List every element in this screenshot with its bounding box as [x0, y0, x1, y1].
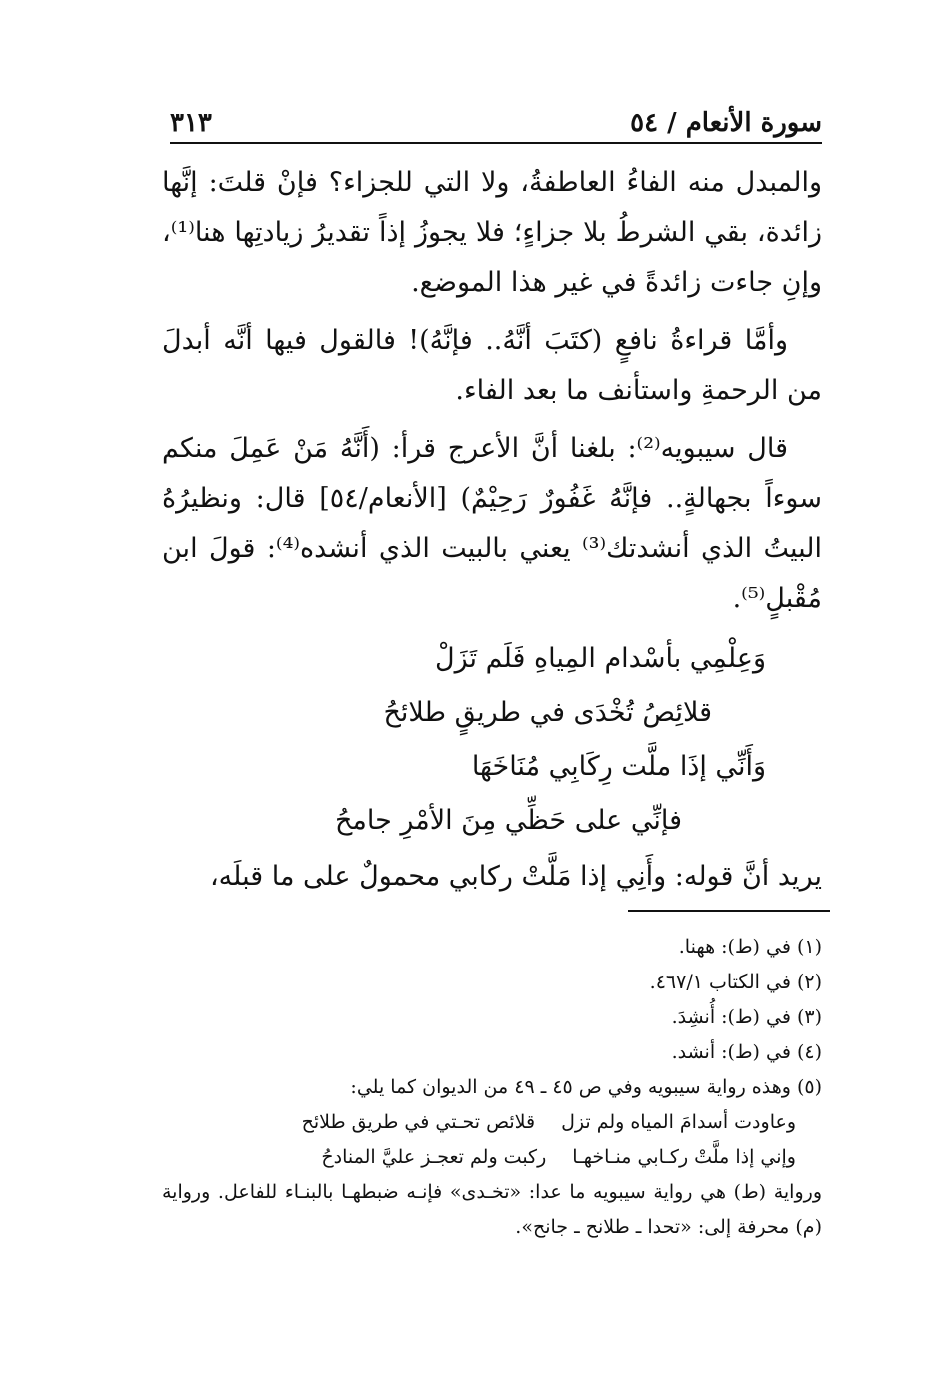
footnotes	[162, 930, 822, 1245]
poem-verse: وَعِلْمِي بأسْدام المِياهِ فَلَم تَزَلْ	[435, 643, 766, 674]
footnote-poem-line	[162, 1140, 796, 1175]
poem-verse: فإنِّي على حَظِّي مِنَ الأمْرِ جامحُ	[334, 805, 682, 836]
page-header	[170, 92, 822, 144]
footnote: (٣) في (ط): أُنشِدَ.	[671, 1006, 822, 1028]
surah-reference: سورة الأنعام / ٥٤	[630, 108, 822, 138]
footnote: (١) في (ط): ههنا.	[678, 936, 822, 958]
hemistich: قلائص تحـتي في طريق طلائح	[301, 1111, 536, 1133]
poem-verse: قلائِصُ تُخْدَى في طريقٍ طلائحُ	[383, 697, 712, 728]
hemistich: وعاودت أسدامَ المياه ولم تزل	[561, 1111, 796, 1133]
main-text	[162, 158, 822, 910]
footnote: (٥) وهذه رواية سيبويه وفي ص ٤٥ ـ ٤٩ من الديوان كما يلي:	[350, 1076, 822, 1098]
footnote-poem-line	[162, 1105, 796, 1140]
footnote-poem	[162, 1105, 822, 1175]
hemistich: ركبت ولم تعجـز عليَّ المنادحُ	[321, 1146, 547, 1168]
poem	[162, 632, 822, 848]
paragraph-3: قال سيبويه⁽²⁾: بلغنا أنَّ الأعرج قرأ: (أَنَّهُ مَنْ عَمِلَ منكم سوءاً بجهالةٍ.. فإنَّهُ غَفُورٌ رَحِيْمٌ) [الأنعام/٥٤] قال: ونظيرُهُ البيتُ الذي أنشدتك⁽³⁾ يعني بالبيت الذي أنشده⁽⁴⁾: قولَ ابن مُقْبلٍ⁽⁵⁾.	[162, 433, 822, 614]
page-number: ٣١٣	[170, 108, 212, 138]
footnote: (٤) في (ط): أنشد.	[671, 1041, 822, 1063]
footnote: (٢) في الكتاب ٤٦٧/١.	[649, 971, 822, 993]
footnote-divider	[628, 910, 830, 912]
poem-verse: وَأَنِّي إذَا ملَّت رِكَابِي مُنَاخَهَا	[471, 751, 766, 782]
paragraph-2: وأمَّا قراءةُ نافعٍ (كتَبَ أنَّهُ.. فإنَّهُ)! فالقول فيها أنَّه أبدلَ من الرحمةِ واستأنف ما بعد الفاء.	[162, 325, 822, 406]
paragraph-after-poem: يريد أنَّ قوله: وأَنِي إذا مَلَّتْ ركابي محمولٌ على ما قبلَه،	[209, 861, 822, 892]
paragraph-1: والمبدل منه الفاءُ العاطفةُ، ولا التي للجزاء؟ فإنْ قلتَ: إنَّها زائدة، بقي الشرطُ بلا جزاءٍ؛ فلا يجوزُ إذاً تقديرُ زيادتِها هنا⁽¹⁾، وإنِ جاءت زائدةً في غير هذا الموضع.	[162, 167, 822, 298]
hemistich: وإني إذا ملَّتْ ركـابي منـاخهـا	[572, 1146, 796, 1168]
footnote-continuation: ورواية (ط) هي رواية سيبويه ما عدا: «تخـدى» فإنـه ضبطهـا بالبنـاء للفاعل. ورواية (م) محرفة إلى: «تحدا ـ طلانح ـ جانح».	[162, 1181, 822, 1238]
